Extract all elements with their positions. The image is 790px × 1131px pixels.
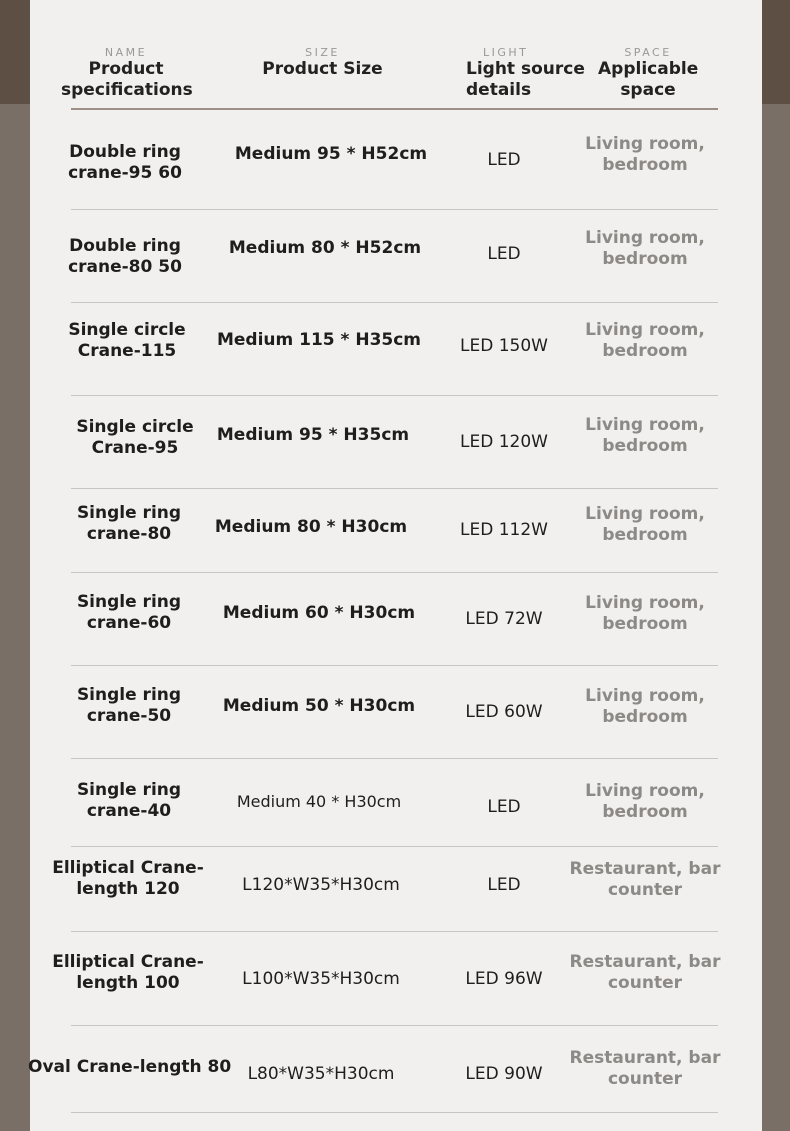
row-9-size: L120*W35*H30cm bbox=[242, 875, 400, 895]
row-divider bbox=[71, 488, 718, 489]
row-9-light: LED bbox=[487, 875, 521, 895]
row-1-light: LED bbox=[487, 150, 521, 170]
row-10-name: Elliptical Crane-length 100 bbox=[52, 952, 204, 993]
row-3-light: LED 150W bbox=[460, 336, 548, 356]
row-10-light: LED 96W bbox=[465, 969, 543, 989]
header-size bbox=[230, 46, 415, 80]
header-light bbox=[450, 46, 585, 101]
row-11-space: Restaurant, bar counter bbox=[569, 1048, 721, 1089]
row-divider bbox=[71, 395, 718, 396]
row-11-size: L80*W35*H30cm bbox=[247, 1064, 395, 1084]
row-2-name: Double ring crane-80 50 bbox=[68, 236, 182, 277]
row-10-space: Restaurant, bar counter bbox=[569, 952, 721, 993]
row-8-space: Living room, bedroom bbox=[585, 781, 705, 822]
header-size-title: Product Size bbox=[262, 59, 383, 79]
row-3-size: Medium 115 * H35cm bbox=[216, 330, 422, 350]
row-8-name: Single ring crane-40 bbox=[76, 780, 182, 821]
row-7-name: Single ring crane-50 bbox=[76, 685, 182, 726]
row-1-size: Medium 95 * H52cm bbox=[234, 144, 428, 164]
row-4-size: Medium 95 * H35cm bbox=[216, 425, 410, 445]
row-divider bbox=[71, 931, 718, 932]
row-divider bbox=[71, 302, 718, 303]
row-divider bbox=[71, 665, 718, 666]
background-left-margin bbox=[0, 104, 30, 1131]
row-5-size: Medium 80 * H30cm bbox=[214, 517, 408, 537]
row-10-size: L100*W35*H30cm bbox=[242, 969, 400, 989]
row-5-space: Living room, bedroom bbox=[585, 504, 705, 545]
row-4-name: Single circle Crane-95 bbox=[76, 417, 194, 458]
header-light-title: Light source details bbox=[466, 59, 585, 100]
row-6-light: LED 72W bbox=[465, 609, 543, 629]
row-7-size: Medium 50 * H30cm bbox=[222, 696, 416, 716]
row-9-space: Restaurant, bar counter bbox=[569, 859, 721, 900]
row-divider bbox=[71, 1112, 718, 1113]
row-6-size: Medium 60 * H30cm bbox=[222, 603, 416, 623]
row-divider bbox=[71, 1025, 718, 1026]
row-divider bbox=[71, 209, 718, 210]
header-name-en: NAME bbox=[104, 46, 148, 59]
row-4-light: LED 120W bbox=[460, 432, 548, 452]
header-space-en: SPACE bbox=[624, 46, 672, 59]
row-11-light: LED 90W bbox=[465, 1064, 543, 1084]
row-8-size: Medium 40 * H30cm bbox=[236, 792, 402, 811]
header-size-en: SIZE bbox=[305, 46, 340, 59]
row-11-name: Oval Crane-length 80 bbox=[28, 1057, 232, 1077]
row-6-space: Living room, bedroom bbox=[585, 593, 705, 634]
row-9-name: Elliptical Crane-length 120 bbox=[52, 858, 204, 899]
row-6-name: Single ring crane-60 bbox=[76, 592, 182, 633]
row-2-size: Medium 80 * H52cm bbox=[228, 238, 422, 258]
header-divider bbox=[71, 108, 718, 110]
row-2-light: LED bbox=[487, 244, 521, 264]
row-7-space: Living room, bedroom bbox=[585, 686, 705, 727]
spec-table-panel bbox=[30, 0, 762, 1131]
header-name-title: Product specifications bbox=[61, 59, 193, 100]
row-divider bbox=[71, 758, 718, 759]
header-space bbox=[590, 46, 706, 101]
header-name bbox=[56, 46, 196, 101]
background-right-margin bbox=[762, 104, 790, 1131]
row-3-name: Single circle Crane-115 bbox=[68, 320, 186, 361]
row-1-name: Double ring crane-95 60 bbox=[68, 142, 182, 183]
row-3-space: Living room, bedroom bbox=[585, 320, 705, 361]
row-5-name: Single ring crane-80 bbox=[76, 503, 182, 544]
row-1-space: Living room, bedroom bbox=[585, 134, 705, 175]
header-light-en: LIGHT bbox=[483, 46, 529, 59]
row-8-light: LED bbox=[487, 797, 521, 817]
row-2-space: Living room, bedroom bbox=[585, 228, 705, 269]
row-divider bbox=[71, 846, 718, 847]
header-space-title: Applicable space bbox=[598, 59, 699, 100]
row-divider bbox=[71, 572, 718, 573]
row-5-light: LED 112W bbox=[460, 520, 548, 540]
row-7-light: LED 60W bbox=[465, 702, 543, 722]
row-4-space: Living room, bedroom bbox=[585, 415, 705, 456]
